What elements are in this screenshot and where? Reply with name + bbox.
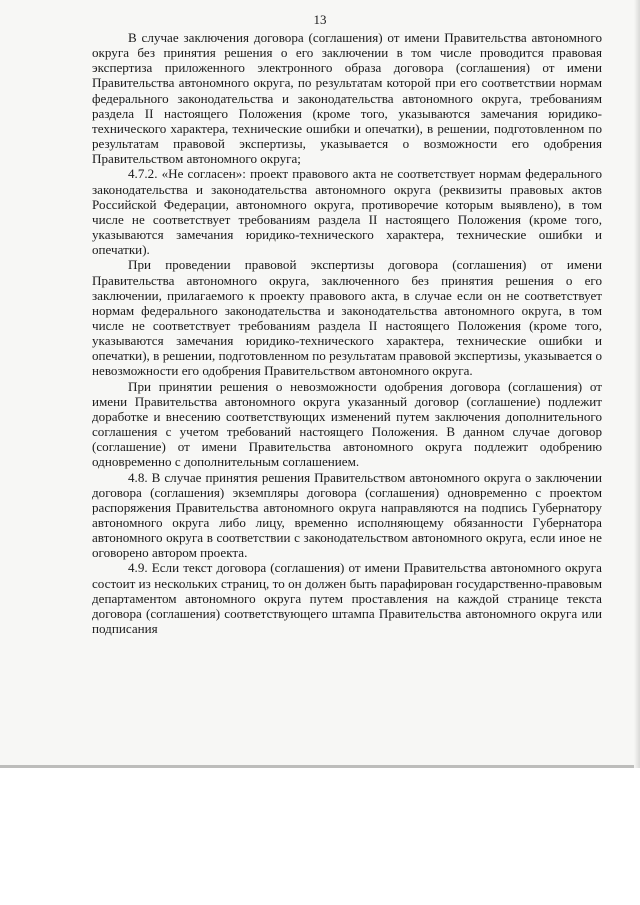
paragraph-approval-refusal: При принятии решения о невозможности одобрения договора (соглашения) от имени Правительства автономного округа указанный договор (соглашение) подлежит доработке и внесению соответствующих изменений путем заключения дополнительного соглашения с учетом требований настоящего Положения. В данном случае договор (соглашение) от имени Правительства автономного округа подлежит одобрению одновременно с дополнительным соглашением. (92, 378, 602, 470)
paragraph-4-8: 4.8. В случае принятия решения Правительством автономного округа о заключении договора (соглашения) экземпляры договора (соглашения) одновременно с проектом распоряжения Правительства автономного округа направляются на подпись Губернатору автономного округа либо лицу, временно исполняющему обязанности Губернатора автономного округа в соответствии с законодательством автономного округа, если иное не оговорено автором проекта. (92, 469, 602, 561)
paragraph-4-9: 4.9. Если текст договора (соглашения) от имени Правительства автономного округа состоит из нескольких страниц, то он должен быть парафирован государственно-правовым департаментом автономного округа путем проставления на каждой странице текста договора (соглашения) соответствующего штампа Правительства автономного округа или подписания (92, 560, 602, 637)
paragraph-4-7-2: 4.7.2. «Не согласен»: проект правового акта не соответствует нормам федерального законодательства и законодательства автономного округа (реквизиты правовых актов Российской Федерации, автономного округа, противоречие которым выявлено), в том числе не соответствует требованиям раздела II настоящего Положения (кроме того, указываются замечания юридико-технического характера, технические ошибки и опечатки). (92, 166, 602, 258)
scan-shadow-edge (634, 0, 640, 768)
page-number: 13 (313, 12, 327, 27)
paragraph-intro: В случае заключения договора (соглашения) от имени Правительства автономного округа без принятия решения о его заключении в том числе проводится правовая экспертиза приложенного электронного образа договора (соглашения) от имени Правительства автономного округа, по результатам которой при его соответствии нормам федерального законодательства и законодательства автономного округа, требованиям раздела II настоящего Положения (кроме того, указываются замечания юридико-технического характера, технические ошибки и опечатки), в решении, подготовленном по результатам правовой экспертизы, указывается о возможности его одобрения Правительством автономного округа; (92, 30, 602, 167)
paragraph-expertise: При проведении правовой экспертизы договора (соглашения) от имени Правительства автономного округа, заключенного без принятия решения о его заключении, прилагаемого к проекту правового акта, в случае если он не соответствует нормам федерального законодательства и законодательства автономного округа, в том числе не соответствует требованиям раздела II настоящего Положения (кроме того, указываются замечания юридико-технического характера, технические ошибки и опечатки), в решении, подготовленном по результатам правовой экспертизы, указывается о невозможности его одобрения Правительством автономного округа. (92, 257, 602, 379)
document-body (92, 30, 602, 636)
